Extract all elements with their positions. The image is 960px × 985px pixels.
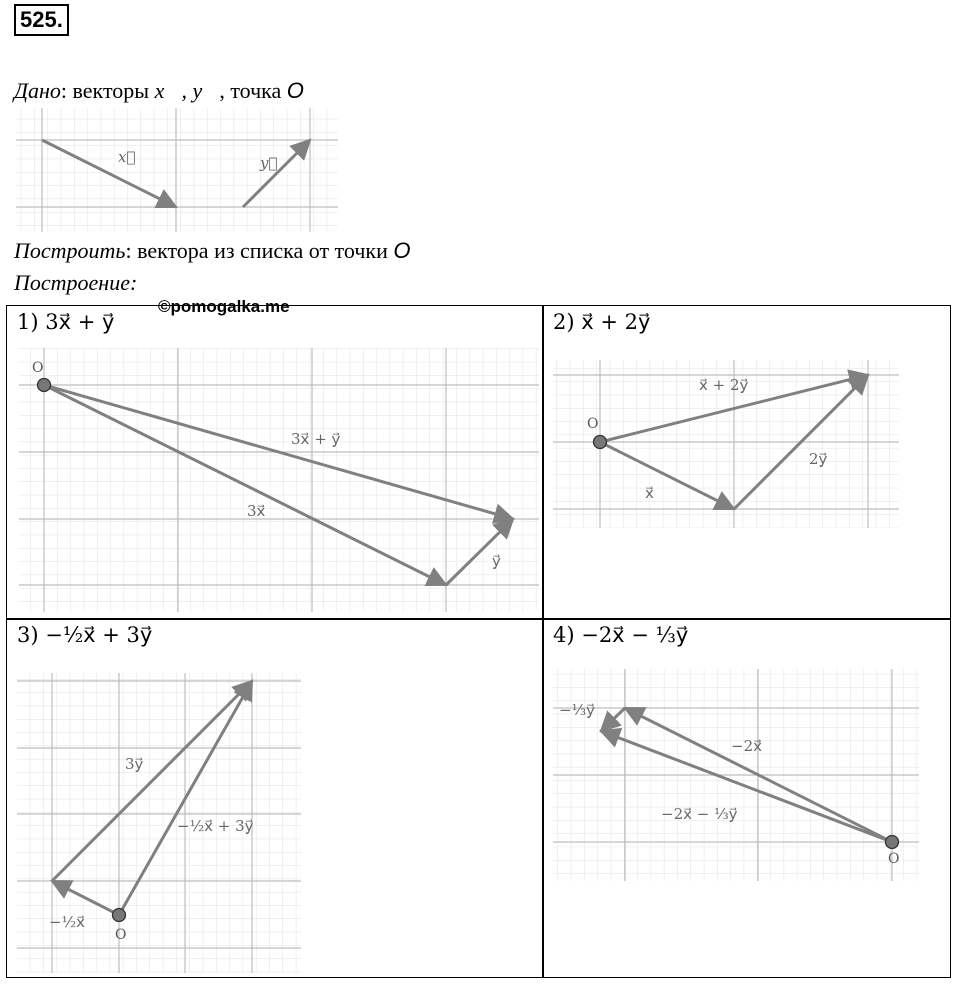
point-o	[113, 909, 126, 922]
point-o-label: O	[888, 851, 900, 867]
construction-label: Построение:	[14, 270, 138, 295]
point-o-label: O	[115, 927, 127, 943]
panel-4	[542, 618, 951, 978]
label-2y: 2y⃗	[809, 450, 828, 468]
point-o	[38, 379, 51, 392]
given-text: : векторы	[60, 78, 155, 103]
construct-label: Построить	[14, 238, 126, 263]
panel-1-title: 1) 3x⃗ + y⃗	[17, 310, 115, 334]
label-minus-2x: −2x⃗	[731, 737, 762, 755]
label-sum: x⃗ + 2y⃗	[699, 376, 749, 394]
watermark: ©pomogalka.me	[158, 297, 290, 316]
panel-3	[6, 618, 544, 978]
label-sum: 3x⃗ + y⃗	[291, 430, 341, 448]
point-o	[886, 836, 899, 849]
panel-2	[542, 305, 951, 620]
given-label: Дано	[14, 78, 61, 103]
label-x: x⃗	[645, 484, 654, 502]
panel-1	[6, 305, 544, 620]
label-x: x⃗	[118, 148, 136, 166]
point-o-label: O	[587, 416, 599, 432]
construct-line	[14, 238, 410, 264]
label-result: −½x⃗ + 3y⃗	[177, 817, 254, 835]
point-o	[594, 436, 607, 449]
label-result: −2x⃗ − ⅓y⃗	[661, 805, 738, 823]
panel-4-diagram	[553, 659, 933, 891]
panel-3-title: 3) −½x⃗ + 3y⃗	[17, 623, 153, 647]
panel-1-diagram	[19, 340, 539, 612]
given-vectors: x⃗, y⃗	[154, 78, 220, 103]
given-point: O	[286, 78, 304, 103]
panel-4-title: 4) −2x⃗ − ⅓y⃗	[553, 623, 689, 647]
given-diagram	[16, 108, 338, 232]
point-o-label: O	[32, 360, 44, 376]
label-3x: 3x⃗	[247, 502, 266, 520]
panel-2-title: 2) x⃗ + 2y⃗	[553, 310, 651, 334]
panel-3-diagram	[17, 659, 301, 973]
label-y: y⃗	[260, 154, 278, 172]
label-y: y⃗	[492, 552, 501, 570]
construct-point: O	[393, 238, 411, 263]
construct-text: : вектора из списка от точки	[125, 238, 394, 263]
problem-number: 525.	[14, 4, 69, 36]
given-line	[14, 78, 304, 104]
label-3y: 3y⃗	[125, 755, 144, 773]
panel-2-diagram	[553, 340, 899, 528]
given-point-text: , точка	[219, 78, 287, 103]
label-minus-third-y: −⅓y⃗	[559, 701, 595, 719]
label-minus-half-x: −½x⃗	[49, 913, 85, 931]
